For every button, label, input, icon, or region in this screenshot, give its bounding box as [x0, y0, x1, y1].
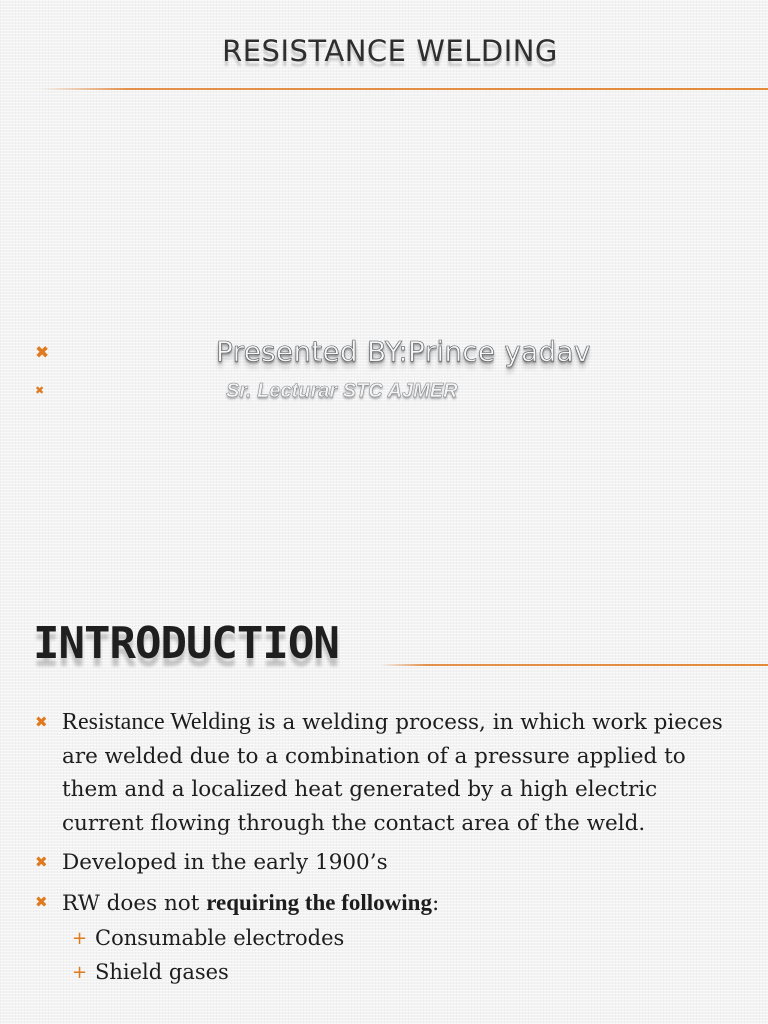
- cross-bullet-icon: ✖: [35, 892, 48, 911]
- list-item-text: Developed in the early 1900’s: [62, 850, 388, 875]
- list-item: [0, 706, 768, 840]
- sub-list-item-text: Consumable electrodes: [95, 926, 345, 950]
- sub-list-item-text: Shield gases: [95, 959, 229, 984]
- slide-title: RESISTANCE WELDING: [222, 34, 558, 68]
- definition-text: is a welding process, in which work pieces are welded due to a combination of a pressure applied to them and a localized heat generated by a high electric current flowing through the contact area of the weld.: [62, 710, 723, 836]
- list-item: [0, 846, 768, 880]
- plus-bullet-icon: +: [72, 961, 88, 983]
- cross-bullet-icon: ✖: [35, 384, 45, 397]
- list-item-prefix: RW does not: [62, 890, 207, 916]
- list-item-emphasis: requiring the following: [206, 889, 432, 915]
- title-underline: [380, 664, 768, 666]
- plus-bullet-icon: +: [72, 928, 88, 949]
- cross-bullet-icon: ✖: [35, 343, 50, 363]
- term-highlight: Resistance Welding: [62, 709, 251, 735]
- list-item: [0, 886, 768, 921]
- presenter-bullet: [0, 335, 768, 375]
- sub-list-item: [0, 956, 768, 990]
- bullet-list: [0, 706, 768, 989]
- cross-bullet-icon: ✖: [35, 853, 48, 871]
- cross-bullet-icon: ✖: [35, 713, 48, 731]
- presenter-name: Presented BY:Prince yadav: [216, 335, 591, 368]
- title-underline: [40, 88, 768, 90]
- sub-list-item: [0, 922, 768, 956]
- presenter-role-bullet: [0, 378, 768, 408]
- list-item-suffix: :: [431, 890, 440, 916]
- introduction-slide: [0, 608, 768, 1024]
- slide-title: INTRODUCTION: [33, 618, 339, 669]
- presenter-role: Sr. Lecturar STC AJMER: [226, 380, 458, 402]
